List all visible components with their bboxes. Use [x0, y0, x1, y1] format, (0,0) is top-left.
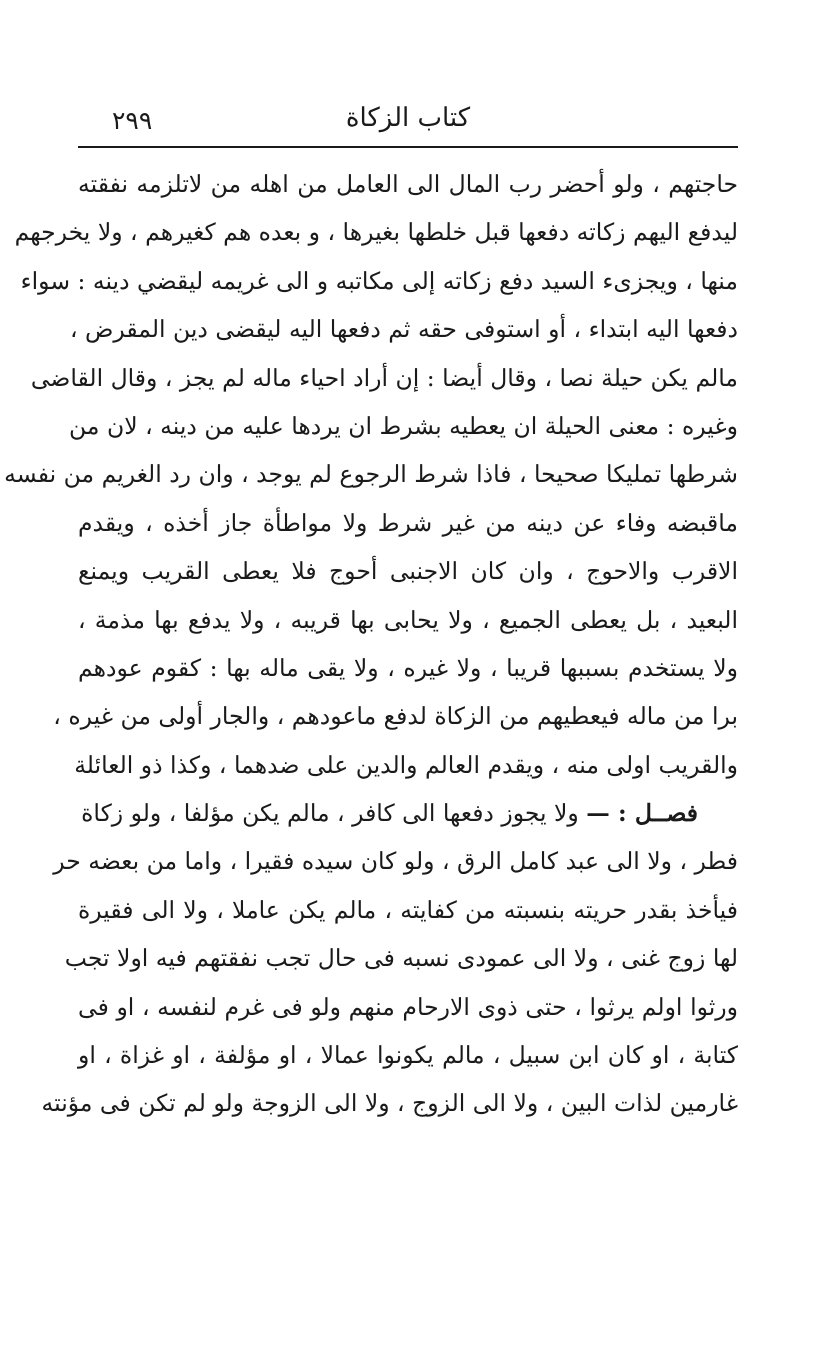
- text-line: كتابة ، او كان ابن سبيل ، مالم يكونوا عمالا ، او مؤلفة ، او غزاة ، او: [78, 1041, 738, 1070]
- body-text: [4, 160, 738, 1128]
- text-line: فطر ، ولا الى عبد كامل الرق ، ولو كان سيده فقيرا ، واما من بعضه حر: [53, 847, 738, 876]
- text-line: ولا يستخدم بسببها قريبا ، ولا غيره ، ولا يقى ماله بها : كقوم عودهم: [78, 653, 738, 682]
- section-first-line-text: ولا يجوز دفعها الى كافر ، مالم يكن مؤلفا ، ولو زكاة: [81, 799, 579, 828]
- text-line: ورثوا اولم يرثوا ، حتى ذوى الارحام منهم ولو فى غرم لنفسه ، او فى: [78, 992, 738, 1021]
- text-line: فيأخذ بقدر حريته بنسبته من كفايته ، مالم يكن عاملا ، ولا الى فقيرة: [78, 895, 738, 924]
- section-first-line: [78, 789, 738, 837]
- page-number: ٢٩٩: [112, 106, 153, 135]
- text-line: برا من ماله فيعطيهم من الزكاة لدفع ماعودهم ، والجار أولى من غيره ،: [53, 702, 738, 731]
- section-heading: فصــل : —: [586, 799, 698, 828]
- text-line: ماقبضه وفاء عن دينه من غير شرط ولا مواطأة جاز أخذه ، ويقدم: [78, 508, 738, 537]
- text-line: حاجتهم ، ولو أحضر رب المال الى العامل من اهله من لاتلزمه نفقته: [78, 170, 738, 198]
- text-line: والقريب اولى منه ، ويقدم العالم والدين على ضدهما ، وكذا ذو العائلة: [74, 750, 738, 779]
- text-line: منها ، ويجزىء السيد دفع زكاته إلى مكاتبه و الى غريمه ليقضي دينه : سواء: [20, 266, 738, 295]
- running-title: كتاب الزكاة: [345, 103, 471, 133]
- page-header: [78, 92, 738, 144]
- text-line: البعيد ، بل يعطى الجميع ، ولا يحابى بها قريبه ، ولا يدفع بها مذمة ،: [78, 605, 738, 634]
- text-line: لها زوج غنى ، ولا الى عمودى نسبه فى حال تجب نفقتهم فيه اولا تجب: [64, 944, 738, 973]
- text-line: دفعها اليه ابتداء ، أو استوفى حقه ثم دفعها اليه ليقضى دين المقرض ،: [69, 315, 738, 344]
- text-line: وغيره : معنى الحيلة ان يعطيه بشرط ان يردها عليه من دينه ، لان من: [69, 411, 738, 440]
- text-line: ليدفع اليهم زكاته دفعها قبل خلطها بغيرها ، و بعده هم كغيرهم ، ولا يخرجهم: [14, 218, 738, 247]
- text-line: غارمين لذات البين ، ولا الى الزوج ، ولا الى الزوجة ولو لم تكن فى مؤنته: [41, 1089, 738, 1118]
- text-line: شرطها تمليكا صحيحا ، فاذا شرط الرجوع لم يوجد ، وان رد الغريم من نفسه: [4, 460, 738, 489]
- text-line: الاقرب والاحوج ، وان كان الاجنبى أحوج فلا يعطى القريب ويمنع: [78, 557, 738, 586]
- header-rule: [78, 146, 738, 148]
- text-line: مالم يكن حيلة نصا ، وقال أيضا : إن أراد احياء ماله لم يجز ، وقال القاضى: [30, 363, 738, 392]
